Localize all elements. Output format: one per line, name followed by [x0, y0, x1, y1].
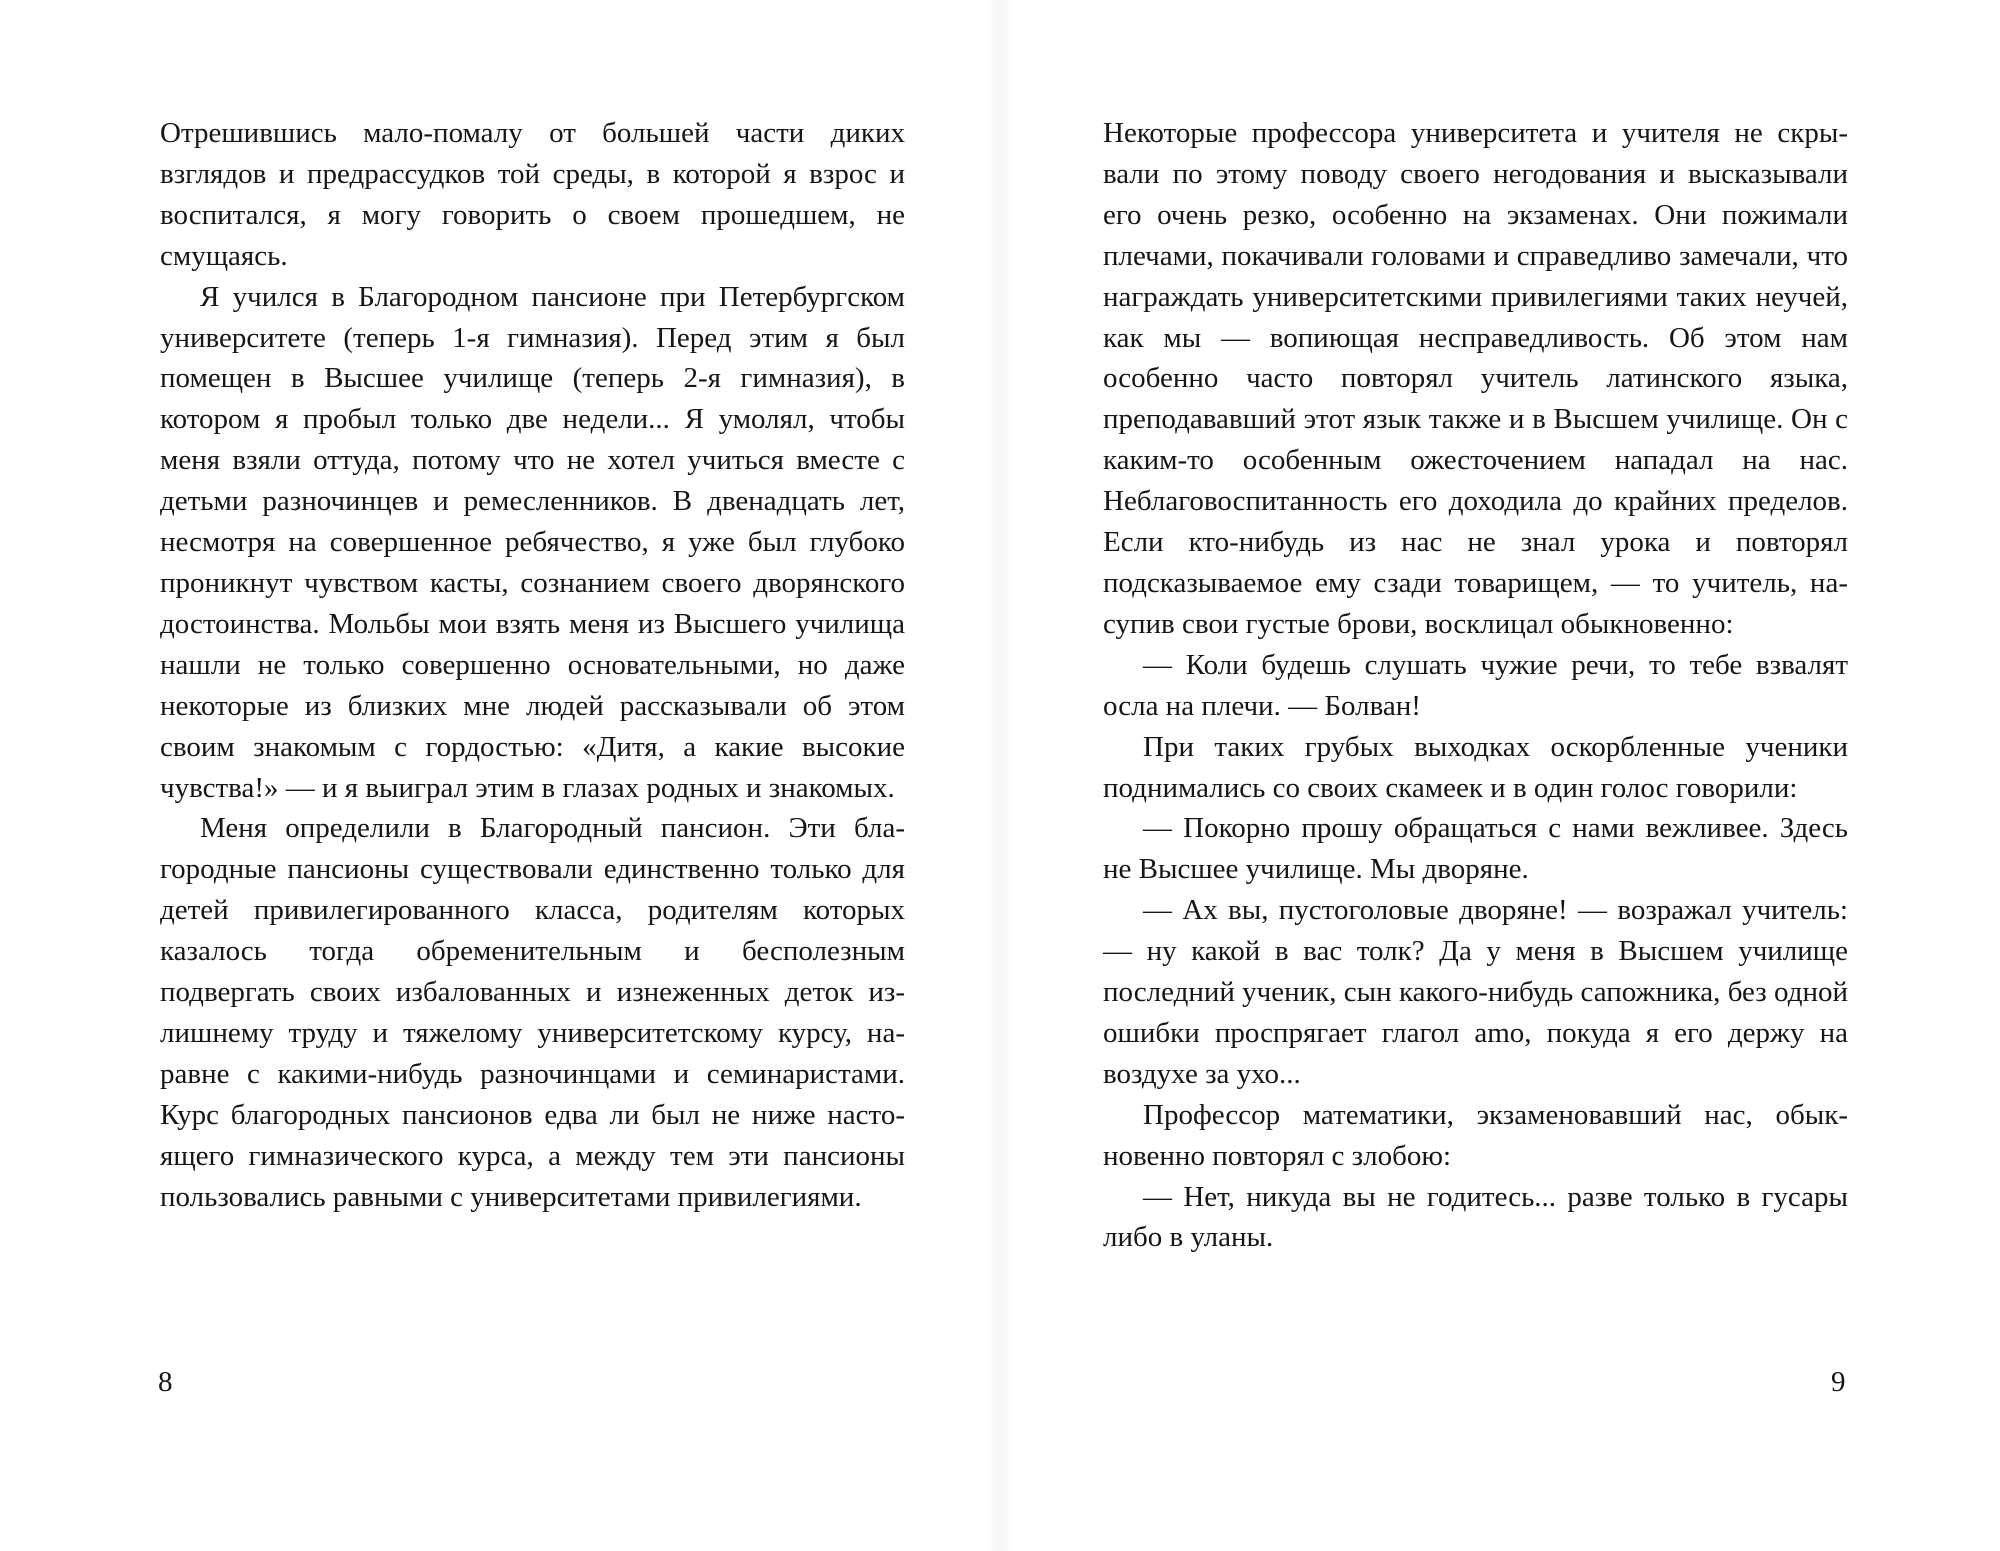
right-paragraph-6: Профессор математики, экзаменовавший нас, обыкновенно повторял с злобою:: [1103, 1098, 1848, 1172]
left-paragraph-3: Меня определили в Благородный пансион. Эти благородные пансионы существовали единственно только для детей привилегированного класса, родителям которых казалось тогда обременительным и бесполезным подвергать своих избалованных и изнеженных деток излишнему труду и тяжелому университетскому курсу, наравне с какими-нибудь разночинцами и семинаристами. Курс благородных пансионов едва ли был не ниже настоящего гимназического курса, а между тем эти пансионы пользовались равными с университетами привилегиями.: [160, 812, 905, 1213]
right-paragraph-5: — Ах вы, пустоголовые дворяне! — возражал учитель: — ну какой в вас толк? Да у меня в Высшем училище последний ученик, сын какого-нибудь сапожника, без одной ошибки проспрягает глагол amo, покуда я его держу на воздухе за ухо...: [1103, 894, 1848, 1090]
right-paragraph-7: — Нет, никуда вы не годитесь... разве только в гусары либо в уланы.: [1103, 1180, 1848, 1254]
right-paragraph-4: — Покорно прошу обращаться с нами вежливее. Здесь не Высшее училище. Мы дворяне.: [1103, 812, 1848, 886]
left-paragraph-1: Отрешившись мало-помалу от большей части диких взглядов и предрассудков той среды, в которой я взрос и воспитался, я могу говорить о своем прошедшем, не смущаясь.: [160, 117, 905, 272]
right-paragraph-1: Некоторые профессора университета и учителя не скрывали по этому поводу своего негодования и высказывали его очень резко, особенно на экзаменах. Они пожимали плечами, покачивали головами и справедливо замечали, что награждать университетскими привилегиями таких неучей, как мы — вопиющая несправедливость. Об этом нам особенно часто повторял учитель латинского языка, преподававший этот язык также и в Высшем училище. Он с каким-то особенным ожесточением нападал на нас. Неблаговоспитанность его доходила до крайних пределов. Если кто-нибудь из нас не знал урока и повторял подсказываемое ему сзади товарищем, — то учитель, насупив свои густые брови, восклицал обыкновенно:: [1103, 117, 1848, 640]
right-paragraph-3: При таких грубых выходках оскорбленные ученики поднимались со своих скамеек и в один голос говорили:: [1103, 730, 1848, 804]
left-paragraph-2: Я учился в Благородном пансионе при Петербургском университете (теперь 1-я гимназия). Перед этим я был помещен в Высшее училище (теперь 2-я гимназия), в котором я пробыл только две недели... Я умолял, чтобы меня взяли оттуда, потому что не хотел учиться вместе с детьми разночинцев и ремесленников. В двенадцать лет, несмотря на совершенное ребячество, я уже был глубоко проникнут чувством касты, сознанием своего дворянского достоинства. Мольбы мои взять меня из Высшего училища нашли не только совершенно основательными, но даже некоторые из близких мне людей рассказывали об этом своим знакомым с гордостью: «Дитя, а какие высокие чувства!» — и я выиграл этим в глазах родных и знакомых.: [160, 280, 905, 804]
left-page-text: [160, 113, 905, 1217]
book-gutter: [985, 0, 1015, 1551]
page-number-left: 8: [158, 1366, 173, 1398]
right-page-text: [1103, 113, 1848, 1258]
page-number-right: 9: [1831, 1366, 1846, 1398]
right-paragraph-2: — Коли будешь слушать чужие речи, то тебе взвалят осла на плечи. — Болван!: [1103, 648, 1848, 722]
